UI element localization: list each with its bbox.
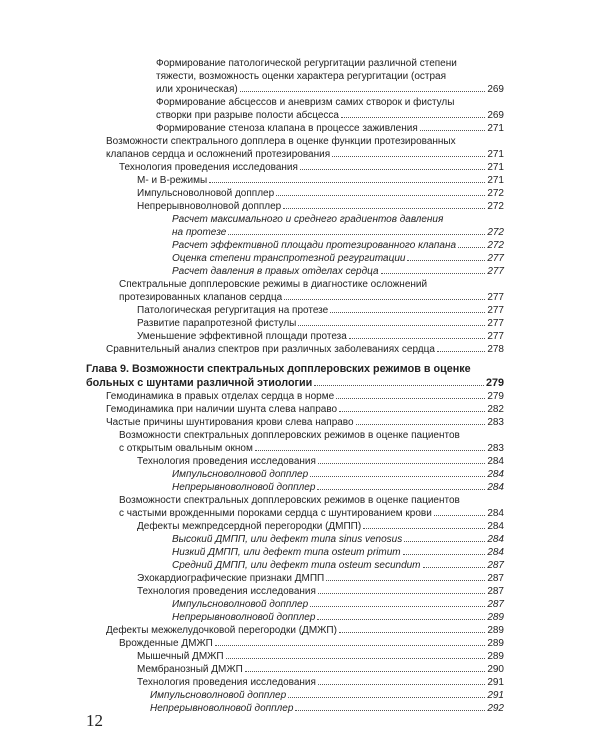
toc-entry-title: Возможности спектрального допплера в оценке функции протезированных [106,136,456,147]
toc-entry [86,429,504,455]
toc-entry [86,317,504,330]
dot-leader [276,195,485,196]
toc-entry [86,689,504,702]
toc-page-number: 279 [485,377,504,389]
toc-page-number: 272 [487,227,504,238]
toc-entry [86,481,504,494]
toc-entry-title: Гемодинамика при наличии шунта слева направо [106,404,338,415]
toc-entry-title: Импульсноволновой допплер [172,469,309,480]
toc-entry-title: Дефекты межжелудочковой перегородки (ДМЖП) [106,625,337,636]
toc-entry [86,265,504,278]
toc-entry-title: Развитие парапротезной фистулы [137,318,297,329]
dot-leader [339,632,485,633]
toc-entry-title: Дефекты межпредсердной перегородки (ДМПП) [137,521,362,532]
dot-leader [310,606,485,607]
toc-entry [86,663,504,676]
toc-entry [86,559,504,572]
toc-entry [86,161,504,174]
toc-page-number: 277 [487,318,504,329]
dot-leader [209,182,485,183]
dot-leader [341,117,485,118]
toc-page-number: 284 [487,534,504,545]
toc-entry-title: Низкий ДМПП, или дефект типа osteum primum [172,547,401,558]
toc-entry [86,546,504,559]
dot-leader [381,273,486,274]
dot-leader [339,411,485,412]
toc-chapter-heading [86,362,504,390]
toc-page-number: 289 [487,638,504,649]
dot-leader [318,593,485,594]
dot-leader [434,515,485,516]
toc-entry [86,213,504,239]
toc-entry-title: Возможности спектральных допплеровских режимов в оценке пациентов [119,495,460,506]
toc-page-number: 279 [487,391,504,402]
toc-entry [86,122,504,135]
toc-page-number: 269 [487,110,504,121]
toc-entry-title: Технология проведения исследования [137,456,316,467]
toc-entry [86,598,504,611]
toc-entry-title: Спектральные допплеровские режимы в диагностике осложнений [119,279,428,290]
toc-page-number: 271 [487,162,504,173]
dot-leader [288,697,485,698]
toc-entry [86,174,504,187]
toc-page-number: 287 [487,573,504,584]
toc-entry-title: тяжести, возможность оценки характера регургитации (острая [156,71,447,82]
toc-page-number: 277 [487,305,504,316]
dot-leader [314,385,484,386]
toc-entry [86,585,504,598]
toc-entry-title: Непрерывноволновой допплер [172,482,316,493]
toc-entry [86,239,504,252]
toc-page-number: 284 [487,469,504,480]
toc-entry-title: Формирование абсцессов и аневризм самих створок и фистулы [156,97,455,108]
toc-entry-title: Глава 9. Возможности спектральных допплеровских режимов в оценке [86,363,471,375]
toc-entry-title: Формирование патологической регургитации различной степени [156,58,457,69]
dot-leader [330,312,485,313]
toc-entry-title: Патологическая регургитация на протезе [137,305,329,316]
toc-entry-title: Импульсноволновой допплер [172,599,309,610]
dot-leader [423,567,486,568]
toc-page-number: 272 [487,188,504,199]
toc-entry-title: М- и В-режимы [137,175,208,186]
toc-page-number: 277 [487,292,504,303]
toc-entry-title: Высокий ДМПП, или дефект типа sinus venosus [172,534,403,545]
toc-entry [86,533,504,546]
toc-entry [86,187,504,200]
toc-page-number: 277 [487,331,504,342]
toc-entry-title: Непрерывноволновой допплер [137,201,282,212]
toc-entry [86,200,504,213]
toc-entry [86,416,504,429]
toc-entry-title: Оценка степени транспротезной регургитации [172,253,406,264]
toc-page-number: 272 [487,240,504,251]
toc-entry-title: Импульсноволновой допплер [150,690,287,701]
toc-entry-title: Возможности спектральных допплеровских режимов в оценке пациентов [119,430,460,441]
toc-entry [86,304,504,317]
toc-page-number: 284 [487,547,504,558]
toc-entry-title: Мышечный ДМЖП [137,651,224,662]
toc-page-number: 271 [487,175,504,186]
toc-page-number: 287 [487,599,504,610]
dot-leader [458,247,485,248]
toc-entry [86,494,504,520]
dot-leader [349,338,485,339]
toc-page-number: 289 [487,612,504,623]
toc-page-number: 278 [487,344,504,355]
toc-entry [86,637,504,650]
toc-page-number: 284 [487,456,504,467]
toc-entry-title: Непрерывноволновой допплер [150,703,294,714]
toc-entry-title: или хроническая) [156,84,238,95]
toc-entry-title: Формирование стеноза клапана в процессе заживления [156,123,418,134]
dot-leader [295,710,485,711]
toc-entry [86,252,504,265]
toc-page-number: 277 [487,253,504,264]
page-number-folio: 12 [86,711,103,730]
dot-leader [318,463,485,464]
dot-leader [245,671,486,672]
toc-page-number: 287 [487,586,504,597]
toc-entry-title: протезированных клапанов сердца [119,292,283,303]
toc-entry-title: Эхокардиографические признаки ДМПП [137,573,325,584]
dot-leader [403,554,486,555]
toc-page-number: 271 [487,123,504,134]
dot-leader [318,684,485,685]
dot-leader [404,541,485,542]
dot-leader [298,325,485,326]
toc-page-number: 289 [487,625,504,636]
toc-entry-title: Уменьшение эффективной площади протеза [137,331,347,342]
toc-entry-title: Мембранозный ДМЖП [137,664,243,675]
dot-leader [363,528,485,529]
dot-leader [300,169,485,170]
toc-entry-title: с открытым овальным окном [119,443,253,454]
toc-entry-title: Гемодинамика в правых отделах сердца в норме [106,391,335,402]
toc-entry [86,650,504,663]
dot-leader [317,619,485,620]
dot-leader [317,489,485,490]
toc-entry-title: на протезе [172,227,227,238]
toc-entry [86,455,504,468]
dot-leader [255,450,485,451]
toc-entry-title: Технология проведения исследования [137,586,316,597]
toc-entry-title: Расчет максимального и среднего градиентов давления [172,214,444,225]
toc-entry [86,572,504,585]
table-of-contents [86,57,504,715]
toc-entry-title: Средний ДМПП, или дефект типа osteum secundum [172,560,421,571]
toc-entry [86,343,504,356]
toc-page-number: 272 [487,201,504,212]
toc-page-number: 287 [487,560,504,571]
dot-leader [437,351,485,352]
toc-entry [86,403,504,416]
toc-page-number: 282 [487,404,504,415]
dot-leader [332,156,485,157]
toc-entry [86,611,504,624]
toc-entry-title: створки при разрыве полости абсцесса [156,110,339,121]
toc-page-number: 291 [487,690,504,701]
toc-page-number: 283 [487,417,504,428]
toc-page-number: 284 [487,482,504,493]
dot-leader [215,645,485,646]
toc-entry [86,390,504,403]
toc-page-number: 291 [487,677,504,688]
toc-entry-title: Импульсноволновой допплер [137,188,275,199]
dot-leader [310,476,485,477]
toc-entry-title: Расчет давления в правых отделах сердца [172,266,379,277]
toc-entry [86,624,504,637]
toc-entry [86,702,504,715]
dot-leader [326,580,485,581]
toc-entry-title: Частые причины шунтирования крови слева направо [106,417,354,428]
toc-entry [86,278,504,304]
toc-page-number: 277 [487,266,504,277]
toc-entry-title: клапанов сердца и осложнений протезирования [106,149,331,160]
toc-page-number: 289 [487,651,504,662]
toc-entry [86,135,504,161]
toc-page-number: 283 [487,443,504,454]
toc-entry-title: Сравнительный анализ спектров при различных заболеваниях сердца [106,344,435,355]
dot-leader [240,91,486,92]
dot-leader [228,234,485,235]
dot-leader [356,424,486,425]
toc-entry [86,468,504,481]
toc-page-number: 284 [487,521,504,532]
toc-entry-title: Технология проведения исследования [137,677,316,688]
dot-leader [284,299,485,300]
toc-entry-title: Непрерывноволновой допплер [172,612,316,623]
toc-entry-title: Расчет эффективной площади протезированного клапана [172,240,457,251]
toc-page-number: 292 [487,703,504,714]
toc-page-number: 284 [487,508,504,519]
toc-page-number: 269 [487,84,504,95]
toc-entry-title: с частыми врожденными пороками сердца с шунтированием крови [119,508,432,519]
toc-entry [86,676,504,689]
toc-page-number: 271 [487,149,504,160]
toc-entry-title: больных с шунтами различной этиологии [86,377,313,389]
toc-entry-title: Врожденные ДМЖП [119,638,213,649]
toc-entry [86,96,504,122]
dot-leader [420,130,486,131]
dot-leader [226,658,486,659]
toc-entry [86,57,504,96]
dot-leader [407,260,485,261]
toc-entry-title: Технология проведения исследования [119,162,298,173]
dot-leader [336,398,485,399]
dot-leader [283,208,485,209]
toc-entry [86,330,504,343]
toc-page-number: 290 [487,664,504,675]
toc-entry [86,520,504,533]
